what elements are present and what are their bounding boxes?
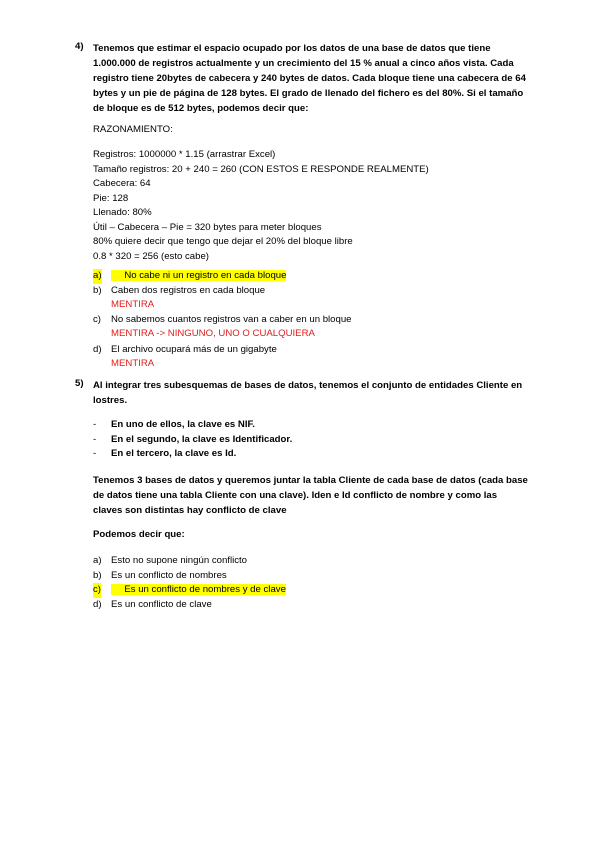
option-label: d) xyxy=(93,598,102,610)
option-a xyxy=(93,554,533,569)
option-text: Caben dos registros en cada bloque xyxy=(111,284,266,296)
statement-line: lostres. xyxy=(93,395,128,406)
option-label: d) xyxy=(93,343,102,355)
option-text: Esto no supone ningún conflicto xyxy=(111,555,248,566)
question-5 xyxy=(75,378,535,408)
dash-marker: - xyxy=(93,448,97,459)
reasoning-line: Tamaño registros: 20 + 240 = 260 (CON ESTOS E RESPONDE REALMENTE) xyxy=(93,163,429,175)
reasoning-line: 0.8 * 320 = 256 (esto cabe) xyxy=(93,250,210,262)
option-label: a) xyxy=(93,555,102,566)
option-b xyxy=(93,284,533,299)
option-label: b) xyxy=(93,284,102,296)
option-a xyxy=(93,269,533,284)
option-text: Es un conflicto de nombres y de clave xyxy=(124,584,286,595)
dash-marker: - xyxy=(93,433,97,445)
question-4 xyxy=(75,41,535,116)
option-d xyxy=(93,343,533,358)
option-d xyxy=(93,598,533,613)
option-note: MENTIRA -> NINGUNO, UNO O CUALQUIERA xyxy=(111,328,315,339)
question-5-explanation xyxy=(93,473,533,518)
option-label: c) xyxy=(93,583,101,598)
option-c xyxy=(93,313,533,328)
statement-line: Al integrar tres subesquemas de bases de datos, tenemos el conjunto de entidades Cliente en xyxy=(93,380,523,391)
option-c xyxy=(93,583,533,598)
explanation-line: de datos tiene una tabla Cliente con una clave). Iden e Id conflicto de nombre y como las xyxy=(93,490,498,501)
option-b xyxy=(93,569,533,584)
question-5-prompt: Podemos decir que: xyxy=(93,529,185,540)
option-text: No cabe ni un registro en cada bloque xyxy=(124,270,287,281)
reasoning-line: 80% quiere decir que tengo que dejar el 20% del bloque libre xyxy=(93,236,353,247)
question-5-options xyxy=(93,554,533,612)
option-label: a) xyxy=(93,269,102,284)
option-text: El archivo ocupará más de un gigabyte xyxy=(111,343,277,355)
bullet-item xyxy=(93,418,533,433)
explanation-line: claves son distintas hay conflicto de clave xyxy=(93,505,287,516)
reasoning-line: Útil – Cabecera – Pie = 320 bytes para meter bloques xyxy=(93,221,322,233)
question-5-bullets xyxy=(93,418,533,462)
option-label: b) xyxy=(93,569,102,581)
reasoning-line: Cabecera: 64 xyxy=(93,178,151,189)
statement-line: de bloque es de 512 bytes, podemos decir que: xyxy=(93,103,309,114)
question-4-number: 4) xyxy=(75,41,84,52)
reasoning-line: Registros: 1000000 * 1.15 (arrastrar Excel) xyxy=(93,149,276,160)
reasoning-line: Llenado: 80% xyxy=(93,207,152,218)
bullet-text: En uno de ellos, la clave es NIF. xyxy=(111,419,255,430)
bullet-item xyxy=(93,433,533,448)
reasoning-line: Pie: 128 xyxy=(93,192,129,204)
option-text: No sabemos cuantos registros van a caber en un bloque xyxy=(111,313,352,325)
statement-line: 1.000.000 de registros actualmente y un crecimiento del 15 % anual a cinco años vista. Cada xyxy=(93,58,514,69)
option-label: c) xyxy=(93,313,101,325)
question-5-statement xyxy=(93,378,535,408)
bullet-text: En el segundo, la clave es Identificador. xyxy=(111,433,293,445)
statement-line: registro tiene 20bytes de cabecera y 240 bytes de datos. Cada bloque tiene una cabecera de 64 xyxy=(93,73,526,84)
question-4-statement xyxy=(93,41,535,116)
bullet-item xyxy=(93,447,533,462)
statement-line: bytes y un pie de página de 128 bytes. El grado de llenado del fichero es del 80%. Si el tamaño xyxy=(93,88,524,99)
statement-line: Tenemos que estimar el espacio ocupado por los datos de una base de datos que tiene xyxy=(93,43,491,54)
option-note: MENTIRA xyxy=(111,358,155,369)
question-5-number: 5) xyxy=(75,378,84,389)
option-note: MENTIRA xyxy=(111,299,155,310)
reasoning-block xyxy=(93,148,533,264)
question-4-options xyxy=(93,269,533,372)
reasoning-title: RAZONAMIENTO: xyxy=(93,124,173,135)
bullet-text: En el tercero, la clave es Id. xyxy=(111,448,237,459)
explanation-line: Tenemos 3 bases de datos y queremos juntar la tabla Cliente de cada base de datos (cada base xyxy=(93,475,528,486)
option-text: Es un conflicto de clave xyxy=(111,598,212,610)
dash-marker: - xyxy=(93,419,97,430)
option-text: Es un conflicto de nombres xyxy=(111,569,227,581)
